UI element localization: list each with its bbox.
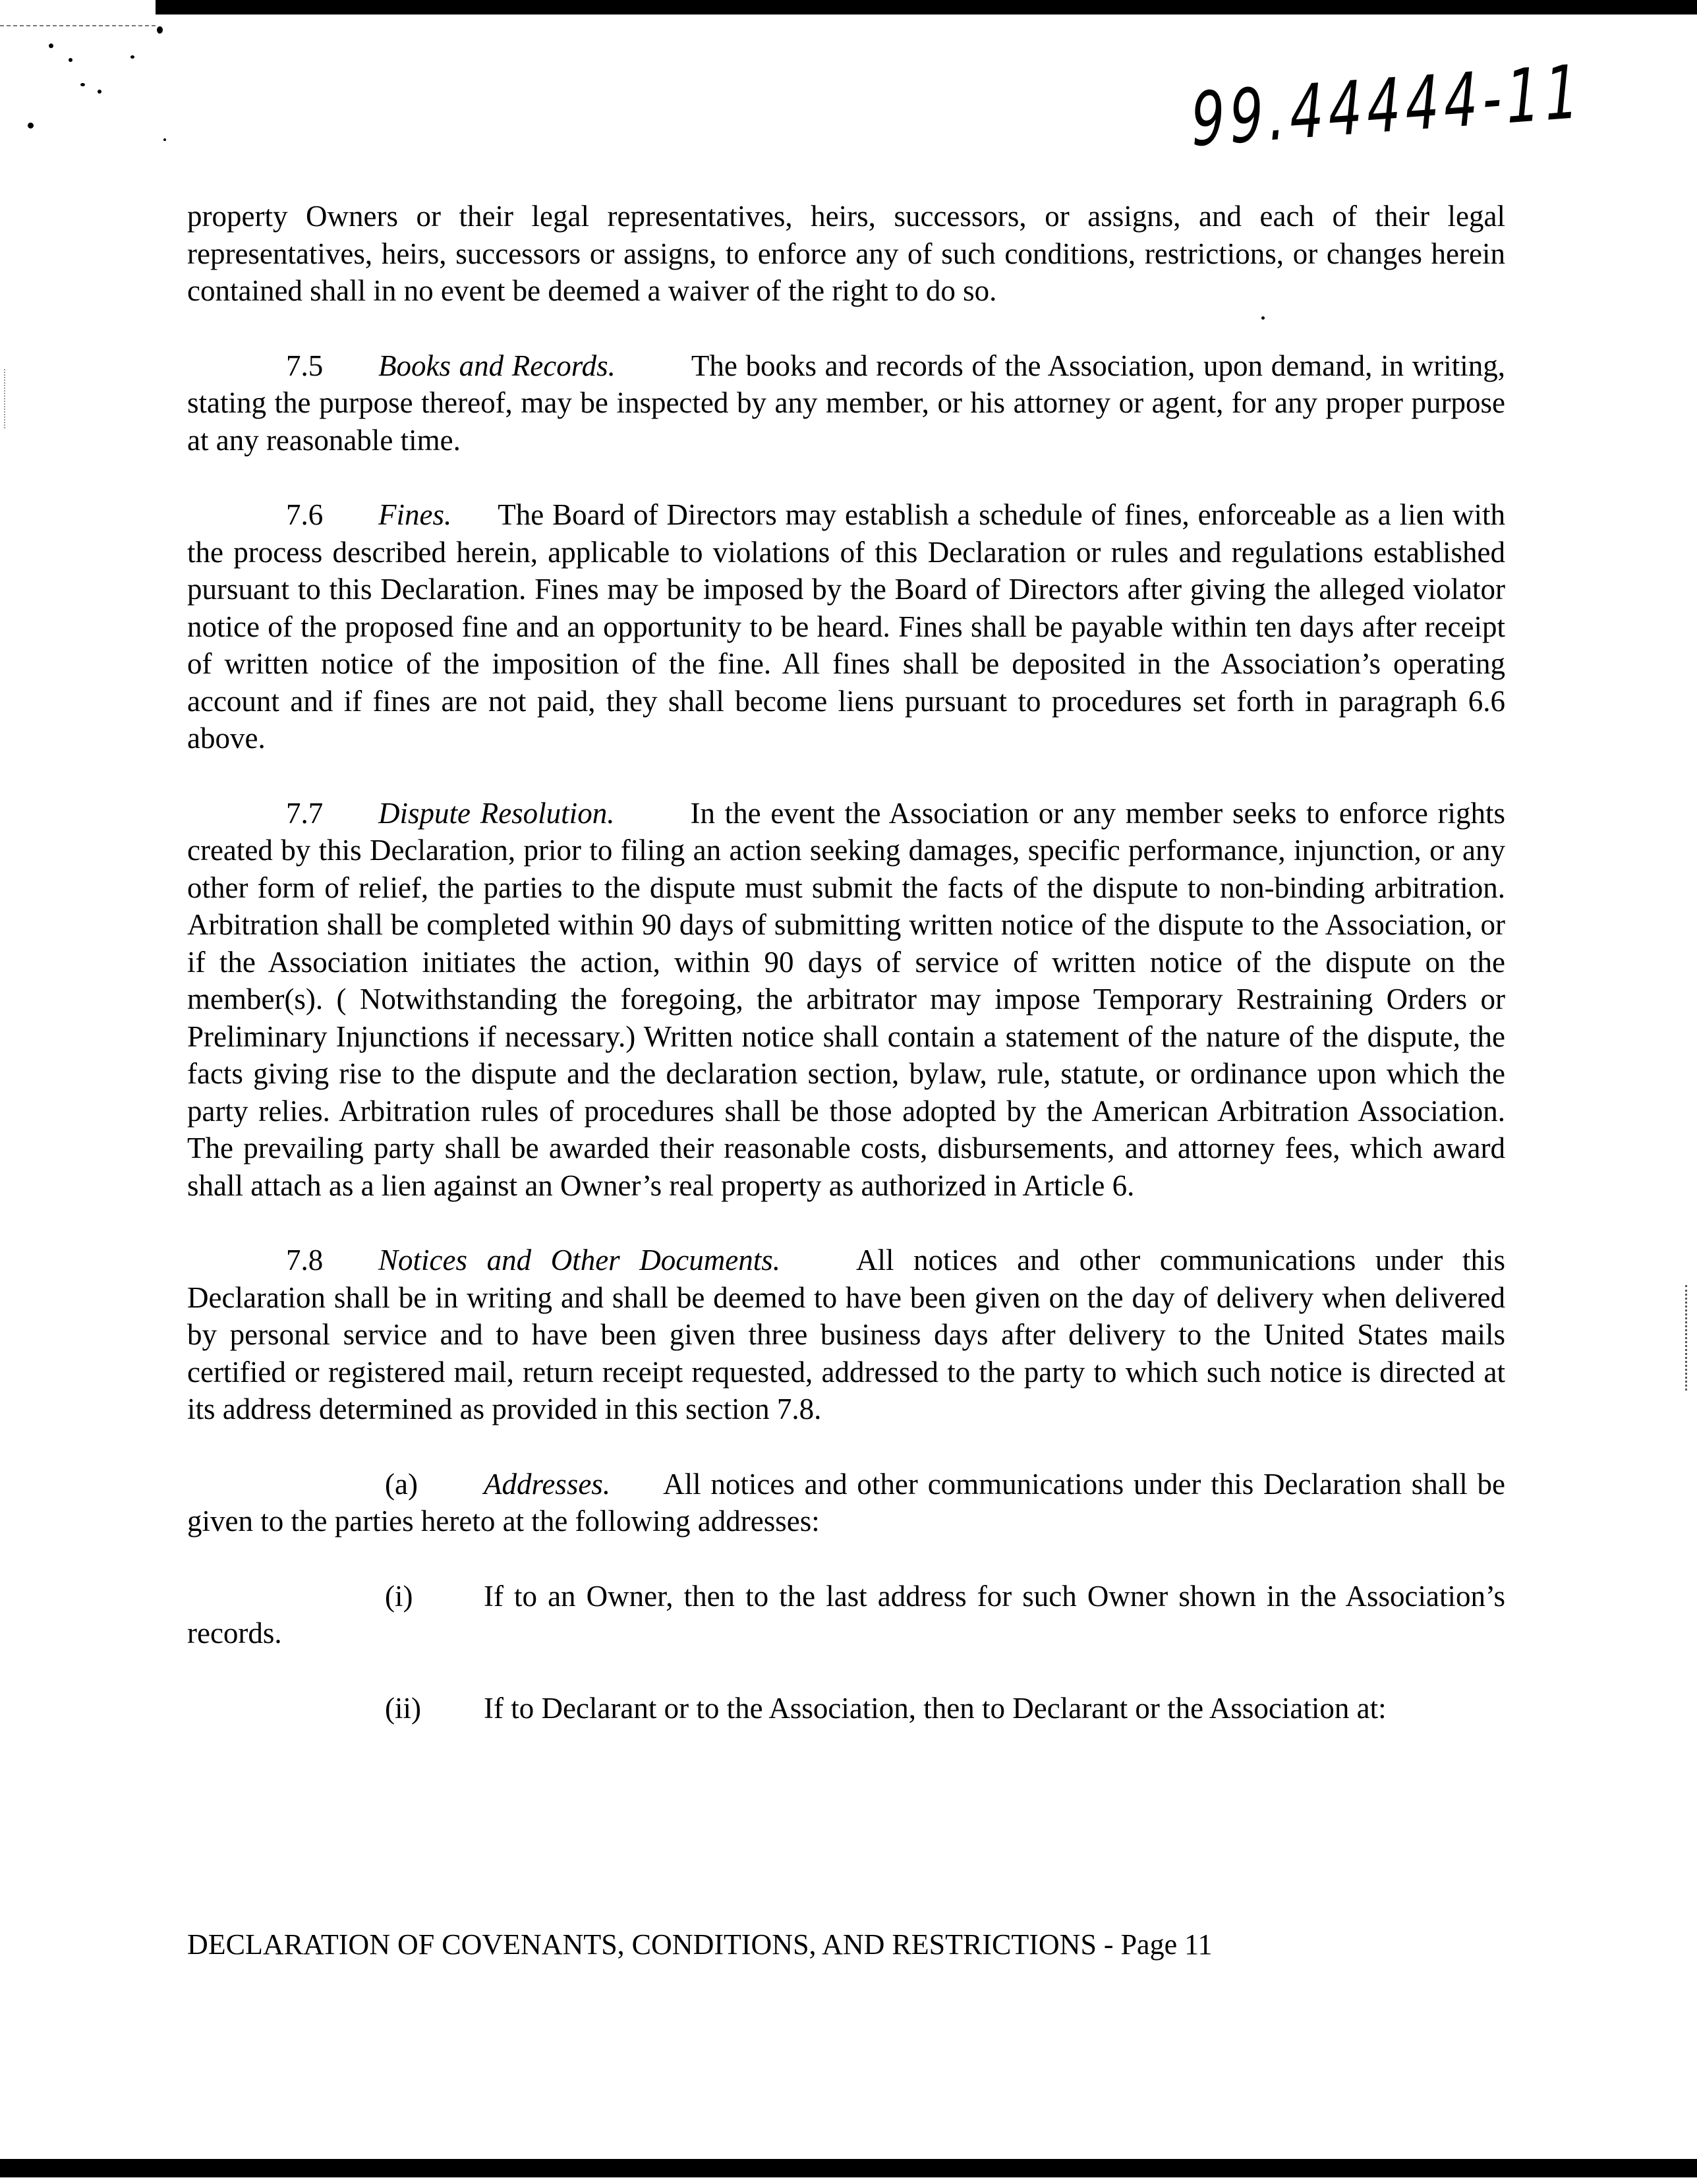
continuation-paragraph — [187, 198, 1505, 310]
scan-speck — [163, 138, 166, 141]
section-number: 7.8 — [286, 1244, 324, 1277]
right-scan-mark — [1685, 1285, 1689, 1391]
subsection-number: (a) — [385, 1467, 418, 1501]
clause-text: If to Declarant or to the Association, then to Declarant or the Association at: — [484, 1691, 1387, 1725]
page-footer: DECLARATION OF COVENANTS, CONDITIONS, AND RESTRICTIONS - Page 11 — [187, 1928, 1213, 1961]
section-text: All notices and other communications under this Declaration shall be in writing and shall be deemed to have been given on the day of delivery when delivered by personal service and to have been given three business days after delivery to the United States mails certified or registered mail, return receipt requested, addressed to the party to which such notice is directed at its address determined as provided in this section 7.8. — [187, 1244, 1506, 1425]
section-7-7 — [187, 795, 1505, 1205]
scan-speck — [49, 43, 53, 48]
section-heading: Notices and Other Documents. — [378, 1244, 781, 1277]
section-7-8-a — [187, 1466, 1505, 1540]
section-heading: Books and Records. — [378, 349, 616, 382]
scan-speck — [80, 83, 85, 86]
section-7-8-a-i — [187, 1578, 1505, 1652]
section-number: 7.6 — [286, 498, 324, 531]
scan-speck — [130, 55, 134, 59]
clause-number: (ii) — [385, 1691, 421, 1725]
scan-speck — [98, 90, 101, 94]
bottom-scan-border — [0, 2159, 1697, 2177]
top-scan-dashes — [0, 25, 156, 26]
section-7-8 — [187, 1242, 1505, 1428]
section-7-8-a-ii — [187, 1690, 1505, 1727]
handwritten-document-number: 99.44444-11 — [1190, 49, 1585, 163]
section-7-5 — [187, 347, 1505, 459]
section-7-6 — [187, 496, 1505, 757]
subsection-text: All notices and other communications under this Declaration shall be given to the parties hereto at the following addresses: — [187, 1467, 1505, 1537]
section-text: The books and records of the Association, upon demand, in writing, stating the purpose thereof, may be inspected by any member, or his attorney or agent, for any proper purpose at any reasonable time. — [187, 349, 1505, 457]
scan-speck — [157, 26, 163, 34]
section-number: 7.7 — [286, 796, 324, 830]
subsection-heading: Addresses. — [484, 1467, 611, 1501]
left-scan-mark — [4, 369, 7, 428]
document-body — [187, 198, 1505, 1764]
scan-speck — [69, 58, 72, 62]
section-text: The Board of Directors may establish a schedule of fines, enforceable as a lien with the process described herein, applicable to violations of this Declaration or rules and regulations established pursuant to this Declaration. Fines may be imposed by the Board of Directors after giving the alleged violator notice of the proposed fine and an opportunity to be heard. Fines shall be payable within ten days after receipt of written notice of the imposition of the fine. All fines shall be deposited in the Association’s operating account and if fines are not paid, they shall become liens pursuant to procedures set forth in paragraph 6.6 above. — [187, 498, 1505, 755]
continuation-text: property Owners or their legal representatives, heirs, successors, or assigns, and each of their legal representatives, heirs, successors or assigns, to enforce any of such conditions, restrictions, or changes herein contained shall in no event be deemed a waiver of the right to do so. — [187, 200, 1505, 307]
clause-number: (i) — [385, 1579, 413, 1613]
clause-text: If to an Owner, then to the last address for such Owner shown in the Association’s records. — [187, 1579, 1505, 1650]
section-heading: Dispute Resolution. — [378, 796, 615, 830]
scan-speck — [28, 123, 34, 129]
section-heading: Fines. — [378, 498, 452, 531]
section-number: 7.5 — [286, 349, 324, 382]
section-text: In the event the Association or any member seeks to enforce rights created by this Declaration, prior to filing an action seeking damages, specific performance, injunction, or any other form of relief, the parties to the dispute must submit the facts of the dispute to non-binding arbitration. Arbitration shall be completed within 90 days of submitting written notice of the dispute to the Association, or if the Association initiates the action, within 90 days of service of written notice of the dispute on the member(s). ( Notwithstanding the foregoing, the arbitrator may impose Temporary Restraining Orders or Preliminary Injunctions if necessary.) Written notice shall contain a statement of the nature of the dispute, the facts giving rise to the dispute and the declaration section, bylaw, rule, statute, or ordinance upon which the party relies. Arbitration rules of procedures shall be those adopted by the American Arbitration Association. The prevailing party shall be awarded their reasonable costs, disbursements, and attorney fees, which award shall attach as a lien against an Owner’s real property as authorized in Article 6. — [187, 796, 1506, 1202]
top-scan-border — [156, 0, 1697, 14]
